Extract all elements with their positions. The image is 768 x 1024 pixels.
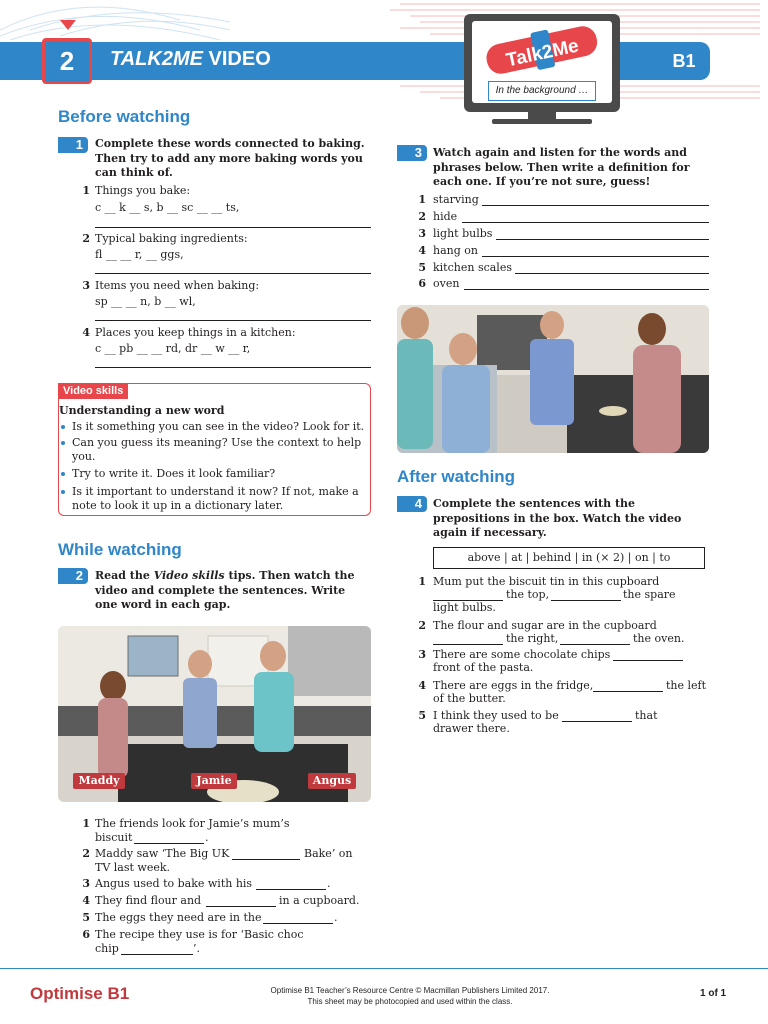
- bullet-dot-icon: [61, 490, 65, 494]
- footer-divider: [0, 968, 768, 969]
- ex3-item-1-word: starving: [433, 193, 479, 206]
- name-tag-maddy: Maddy: [73, 773, 125, 789]
- ex1-item-2-prompt: Typical baking ingredients:: [95, 232, 248, 245]
- ex2-item-1-text: The friends look for Jamie’s mum’s: [95, 817, 290, 830]
- ex2-item-3-number: 3: [82, 877, 90, 890]
- ex2-item-3-gap[interactable]: [256, 889, 326, 890]
- ex3-item-3-word: light bulbs: [433, 227, 493, 240]
- ex4-item-2-gap-2[interactable]: [560, 644, 630, 645]
- ex3-item-6-word: oven: [433, 277, 460, 290]
- title-talk2me: TALK2ME: [110, 48, 203, 70]
- ex3-item-6-number: 6: [418, 277, 426, 290]
- ex3-item-4-word: hang on: [433, 244, 478, 257]
- ex1-item-1-answer-line[interactable]: [95, 227, 371, 228]
- tv-screen: [472, 21, 612, 103]
- ex4-item-2-line-2b: the oven.: [633, 632, 685, 645]
- ex4-item-1-line-2b: the spare: [623, 588, 676, 601]
- ex4-item-4-gap[interactable]: [593, 691, 663, 692]
- ex4-item-3-gap[interactable]: [613, 660, 683, 661]
- ex2-item-3-end: .: [327, 877, 331, 890]
- ex3-item-5-answer-line[interactable]: [515, 273, 709, 274]
- ex1-item-1-prompt: Things you bake:: [95, 184, 191, 197]
- ex4-item-4-line-1b: the left: [666, 679, 707, 692]
- ex3-item-2-number: 2: [418, 210, 426, 223]
- footer-page-number: 1 of 1: [700, 988, 727, 999]
- ex1-item-3-number: 3: [82, 279, 90, 292]
- exercise-4-instruction: Complete the sentences with the prepositions in the box. Watch the video again if necessary.: [433, 497, 682, 539]
- ex2-item-1-gap[interactable]: [134, 843, 204, 844]
- ex2-item-1-number: 1: [82, 817, 90, 830]
- exercise-3-number: 3: [397, 145, 427, 161]
- ex1-item-4-hint: c __ pb __ __ rd, dr __ w __ r,: [95, 342, 251, 355]
- video-skills-tag: Video skills: [58, 383, 128, 399]
- ex3-item-3-number: 3: [418, 227, 426, 240]
- ex1-item-1-number: 1: [82, 184, 90, 197]
- ex1-item-2-hint: fl __ __ r, __ ggs,: [95, 248, 184, 261]
- friends-scene-illustration: [397, 305, 709, 453]
- ex4-item-5-line-1b: that: [635, 709, 658, 722]
- name-tag-jamie: Jamie: [191, 773, 237, 789]
- tv-base: [492, 119, 592, 124]
- footer-copyright-line-2: This sheet may be photocopied and used within the class.: [307, 997, 513, 1006]
- talk2me-logo-icon: [472, 21, 612, 81]
- ex1-item-3-answer-line[interactable]: [95, 320, 371, 321]
- ex1-item-4-number: 4: [82, 326, 90, 339]
- ex4-item-1-line-3: light bulbs.: [433, 601, 496, 614]
- ex3-item-2-answer-line[interactable]: [462, 222, 709, 223]
- ex4-item-3-number: 3: [418, 648, 426, 661]
- exercise-3-instruction: Watch again and listen for the words and phrases below. Then write a definition for each one. If you’re not sure, guess!: [433, 146, 690, 188]
- ex2-item-1-text-b: biscuit: [95, 831, 133, 844]
- ex2-item-2-gap[interactable]: [232, 859, 300, 860]
- ex3-item-5-word: kitchen scales: [433, 261, 512, 274]
- video-skills-bullet-3: Try to write it. Does it look familiar?: [72, 467, 276, 480]
- ex1-item-4-prompt: Places you keep things in a kitchen:: [95, 326, 296, 339]
- ex4-item-2-line-2a: the right,: [506, 632, 559, 645]
- ex4-item-5-line-3: drawer there.: [433, 722, 510, 735]
- preposition-word-box: above | at | behind | in (× 2) | on | to: [433, 547, 705, 569]
- video-skills-bullet-1: Is it something you can see in the video? Look for it.: [72, 420, 365, 433]
- bullet-dot-icon: [61, 472, 65, 476]
- video-skills-bullet-4: Is it important to understand it now? If not, make a note to look it up in a dictionary later.: [72, 485, 359, 512]
- ex2-item-6-end: ’.: [193, 942, 200, 955]
- video-still-friends-photo: [397, 305, 709, 453]
- video-skills-subtitle: Understanding a new word: [59, 404, 225, 417]
- video-skills-bullet-2: Can you guess its meaning? Use the context to help you.: [72, 436, 362, 463]
- ex2-item-3-text: Angus used to bake with his: [95, 877, 253, 890]
- ex2-item-6-text-b: chip: [95, 942, 119, 955]
- ex4-item-2-number: 2: [418, 619, 426, 632]
- ex3-item-3-answer-line[interactable]: [496, 239, 709, 240]
- exercise-1-instruction: Complete these words connected to baking. Then try to add any more baking words you can think of.: [95, 137, 365, 179]
- ex2-item-6-number: 6: [82, 928, 90, 941]
- talk2me-logo-text: Talk2Me: [504, 35, 581, 72]
- ex4-item-5-line-1: I think they used to be: [433, 709, 559, 722]
- level-badge: B1: [672, 51, 696, 71]
- footer-brand: Optimise B1: [30, 984, 130, 1003]
- ex2-item-4-number: 4: [82, 894, 90, 907]
- ex4-item-4-number: 4: [418, 679, 426, 692]
- ex2-item-2-text: Maddy saw ‘The Big UK: [95, 847, 230, 860]
- ex3-item-1-number: 1: [418, 193, 426, 206]
- footer-copyright: [230, 985, 590, 1007]
- ex2-item-5-gap[interactable]: [263, 923, 333, 924]
- before-watching-heading: Before watching: [58, 107, 191, 126]
- ex4-item-3-line-3: front of the pasta.: [433, 661, 534, 674]
- ex3-item-4-number: 4: [418, 244, 426, 257]
- ex2-item-6-gap[interactable]: [121, 954, 193, 955]
- while-watching-heading: While watching: [58, 540, 182, 559]
- ex4-item-5-number: 5: [418, 709, 426, 722]
- video-still-kitchen-photo: [58, 626, 371, 802]
- ex1-item-2-answer-line[interactable]: [95, 273, 371, 274]
- ex1-item-3-hint: sp __ __ n, b __ wl,: [95, 295, 196, 308]
- exercise-2-number: 2: [58, 568, 88, 584]
- ex2-item-1-end: .: [205, 831, 209, 844]
- ex2-item-4-end: in a cupboard.: [279, 894, 360, 907]
- ex4-item-1-line-2a: the top,: [506, 588, 550, 601]
- ex1-item-4-answer-line[interactable]: [95, 367, 371, 368]
- ex2-item-4-gap[interactable]: [206, 906, 276, 907]
- ex4-item-1-line-1: Mum put the biscuit tin in this cupboard: [433, 575, 660, 588]
- unit-pointer-icon: [60, 20, 76, 30]
- unit-number-badge: 2: [42, 38, 92, 84]
- ex2-instr-pre: Read the: [95, 569, 154, 582]
- ex4-item-2-gap-1[interactable]: [433, 644, 503, 645]
- page-title: [110, 46, 271, 72]
- ex2-item-5-text: The eggs they need are in the: [95, 911, 262, 924]
- ex4-item-4-line-3: of the butter.: [433, 692, 506, 705]
- exercise-4-number: 4: [397, 496, 427, 512]
- ex4-item-1-gap-2[interactable]: [551, 600, 621, 601]
- ex3-item-4-answer-line[interactable]: [482, 256, 709, 257]
- name-tag-angus: Angus: [308, 773, 356, 789]
- ex2-item-2-text-b: TV last week.: [95, 861, 171, 874]
- bullet-dot-icon: [61, 441, 65, 445]
- ex2-item-2-number: 2: [82, 847, 90, 860]
- ex4-item-3-line-1: There are some chocolate chips: [433, 648, 611, 661]
- footer-copyright-line-1: Optimise B1 Teacher’s Resource Centre © Macmillan Publishers Limited 2017.: [270, 986, 550, 995]
- exercise-1-number: 1: [58, 137, 88, 153]
- ex2-item-4-text: They find flour and: [95, 894, 202, 907]
- ex3-item-2-word: hide: [433, 210, 458, 223]
- exercise-2-instruction: [95, 569, 370, 613]
- ex2-item-2-text-end: Bake’ on: [304, 847, 353, 860]
- ex3-item-6-answer-line[interactable]: [464, 289, 709, 290]
- ex4-item-4-line-1: There are eggs in the fridge,: [433, 679, 594, 692]
- ex1-item-2-number: 2: [82, 232, 90, 245]
- ex3-item-1-answer-line[interactable]: [482, 205, 709, 206]
- ex2-instr-italic: Video skills: [153, 569, 225, 582]
- ex2-item-5-end: .: [334, 911, 338, 924]
- ex2-item-5-number: 5: [82, 911, 90, 924]
- talk2me-tv-logo: [464, 14, 620, 112]
- ex3-item-5-number: 5: [418, 261, 426, 274]
- ex4-item-1-number: 1: [418, 575, 426, 588]
- ex1-item-1-hint: c __ k __ s, b __ sc __ __ ts,: [95, 201, 240, 214]
- title-video: VIDEO: [202, 48, 271, 70]
- ex2-item-6-text: The recipe they use is for ‘Basic choc: [95, 928, 304, 941]
- bullet-dot-icon: [61, 425, 65, 429]
- ex1-item-3-prompt: Items you need when baking:: [95, 279, 260, 292]
- tv-caption: In the background …: [488, 81, 596, 101]
- ex4-item-5-gap[interactable]: [562, 721, 632, 722]
- after-watching-heading: After watching: [397, 467, 516, 486]
- ex4-item-2-line-1: The flour and sugar are in the cupboard: [433, 619, 657, 632]
- ex2-instr-post: tips. Then watch the video and complete the sentences. Write one word in each gap.: [95, 569, 355, 611]
